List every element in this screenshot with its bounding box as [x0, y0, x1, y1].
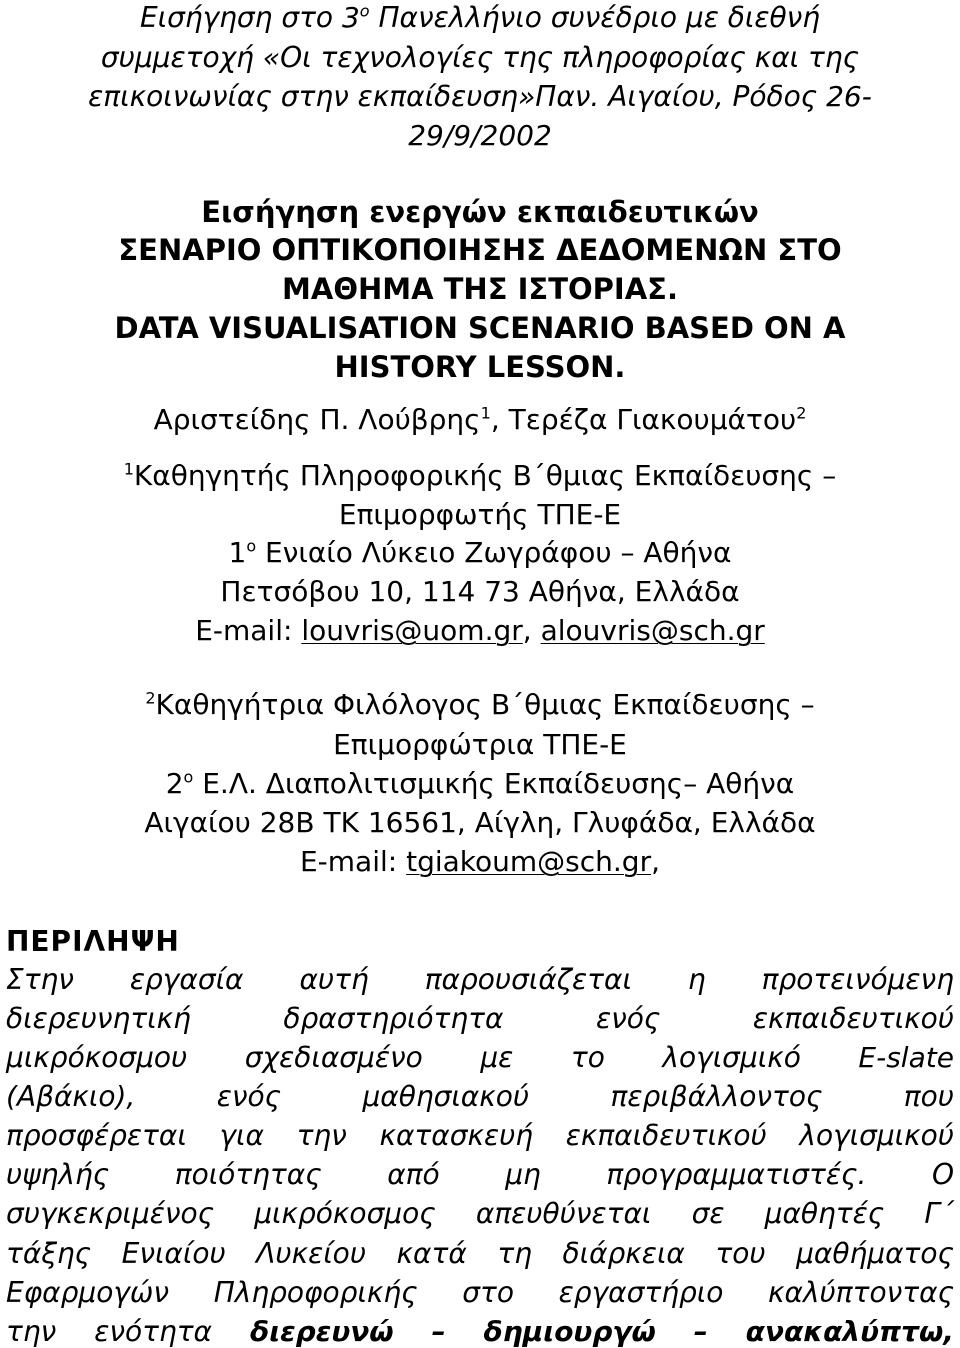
abstract-bold-word: δημιουργώ [483, 1315, 656, 1348]
abstract-word: από [387, 1158, 440, 1191]
abstract-word: τάξης [6, 1237, 92, 1270]
abstract-word: σχεδιασμένο [244, 1041, 423, 1074]
abstract-word: ποιότητας [174, 1158, 322, 1191]
ordinal-superscript: ο [359, 1, 370, 21]
abstract-word: την [6, 1315, 57, 1348]
affiliation-1-line-1 [0, 459, 960, 492]
title-line-4: DATA VISUALISATION SCENARIO BASED ON A [114, 311, 846, 345]
abstract-word: για [219, 1119, 264, 1152]
conference-note-line-1 [0, 1, 960, 34]
abstract-word: εργαστήριο [558, 1276, 724, 1309]
abstract-word: τη [497, 1237, 532, 1270]
author-affiliation-marker: 1 [480, 403, 491, 423]
abstract-word: η [687, 963, 706, 996]
abstract-word: εργασία [129, 963, 244, 996]
abstract-word: προσφέρεται [6, 1119, 187, 1152]
abstract-line [6, 1002, 954, 1035]
abstract-word: σε [691, 1197, 725, 1230]
abstract-word: E-slate [858, 1041, 954, 1074]
affiliation-text: 1 [228, 536, 247, 569]
abstract-line [6, 963, 954, 996]
abstract-bold-word: ανακαλύπτω, [745, 1315, 954, 1348]
affiliation-marker: 1 [123, 459, 134, 479]
abstract-word: ενός [596, 1002, 661, 1035]
abstract-word: Γ΄ [924, 1197, 954, 1230]
conference-note-line-4: 29/9/2002 [408, 119, 552, 152]
conference-note-line-2: συμμετοχή «Οι τεχνολογίες της πληροφορίας και της [100, 41, 860, 74]
affiliation-text: Καθηγήτρια Φιλόλογος Β΄θμιας Εκπαίδευσης – [155, 688, 815, 721]
email-separator: , [522, 614, 541, 647]
abstract-word: το [570, 1041, 605, 1074]
abstract-word: λογισμικό [662, 1041, 801, 1074]
abstract-word: περιβάλλοντος [610, 1080, 823, 1113]
abstract-line [6, 1197, 954, 1230]
conference-note-line-3: επικοινωνίας στην εκπαίδευση»Παν. Αιγαίου, Ρόδος 26- [88, 80, 872, 113]
abstract-word: Εφαρμογών [6, 1276, 169, 1309]
abstract-line [6, 1237, 954, 1270]
abstract-word: αυτή [299, 963, 369, 996]
abstract-heading: ΠΕΡΙΛΗΨΗ [6, 925, 180, 958]
abstract-word: διάρκεια [562, 1237, 685, 1270]
email-trailing-comma: , [651, 845, 660, 878]
email-label: E-mail: [299, 845, 407, 878]
affiliation-1-email-line [0, 614, 960, 647]
title-line-1: Εισήγηση ενεργών εκπαιδευτικών [201, 195, 759, 229]
title-line-2: ΣΕΝΑΡΙΟ ΟΠΤΙΚΟΠΟΙΗΣΗΣ ΔΕΔΟΜΕΝΩΝ ΣΤΟ [118, 233, 842, 267]
author-affiliation-marker: 2 [796, 403, 807, 423]
author-name: Αριστείδης Π. Λούβρης [153, 403, 481, 436]
abstract-line [6, 1041, 954, 1074]
ordinal-superscript: ο [246, 536, 257, 556]
abstract-word: με [480, 1041, 514, 1074]
abstract-word: μικρόκοσμος [254, 1197, 436, 1230]
email-link[interactable]: alouvris@sch.gr [540, 614, 765, 647]
author-name: Τερέζα Γιακουμάτου [508, 403, 797, 436]
abstract-line [6, 1276, 954, 1309]
abstract-word: παρουσιάζεται [424, 963, 632, 996]
abstract-word: Πληροφορικής [213, 1276, 418, 1309]
abstract-line [6, 1080, 954, 1113]
affiliation-marker: 2 [145, 688, 156, 708]
affiliation-2-line-3 [0, 767, 960, 800]
abstract-word: λογισμικού [799, 1119, 954, 1152]
abstract-word: μαθησιακού [362, 1080, 530, 1113]
email-label: E-mail: [195, 614, 302, 647]
affiliation-2-line-2: Επιμορφώτρια ΤΠΕ-Ε [333, 728, 627, 761]
affiliation-text: 2 [165, 767, 184, 800]
abstract-bold-word: – [693, 1315, 708, 1348]
abstract-word: Ο [931, 1158, 954, 1191]
conference-note-text: Εισήγηση στο 3 [139, 1, 360, 34]
affiliation-2-line-1 [0, 688, 960, 721]
authors-line [0, 403, 960, 436]
conference-note-text: Πανελλήνιο συνέδριο με διεθνή [369, 1, 821, 34]
abstract-word: του [715, 1237, 766, 1270]
abstract-last-line [6, 1315, 954, 1348]
abstract-word: απευθύνεται [475, 1197, 652, 1230]
abstract-word: δραστηριότητα [283, 1002, 504, 1035]
affiliation-1-line-3 [0, 536, 960, 569]
abstract-word: Λυκείου [256, 1237, 367, 1270]
abstract-line [6, 1119, 954, 1152]
email-link[interactable]: tgiakoum@sch.gr [406, 845, 652, 878]
abstract-word: κατασκευή [379, 1119, 534, 1152]
abstract-word: ενός [216, 1080, 282, 1113]
abstract-word: που [903, 1080, 954, 1113]
title-line-3: ΜΑΘΗΜΑ ΤΗΣ ΙΣΤΟΡΙΑΣ. [282, 272, 678, 306]
abstract-word: κατά [396, 1237, 467, 1270]
abstract-word: στο [462, 1276, 514, 1309]
affiliation-text: Ε.Λ. Διαπολιτισμικής Εκπαίδευσης– Αθήνα [193, 767, 795, 800]
abstract-bold-word: διερευνώ [249, 1315, 394, 1348]
abstract-word: Ενιαίου [121, 1237, 226, 1270]
author-separator: , [490, 403, 509, 436]
abstract-word: καλύπτοντας [768, 1276, 954, 1309]
abstract-word: εκπαιδευτικού [565, 1119, 767, 1152]
abstract-word: μικρόκοσμου [6, 1041, 188, 1074]
affiliation-2-line-4: Αιγαίου 28Β ΤΚ 16561, Αίγλη, Γλυφάδα, Ελλάδα [144, 806, 816, 839]
abstract-word: εκπαιδευτικού [752, 1002, 954, 1035]
abstract-word: διερευνητική [6, 1002, 191, 1035]
affiliation-text: Καθηγητής Πληροφορικής Β΄θμιας Εκπαίδευσης – [133, 459, 837, 492]
abstract-word: υψηλής [6, 1158, 110, 1191]
abstract-word: συγκεκριμένος [6, 1197, 215, 1230]
affiliation-1-line-4: Πετσόβου 10, 114 73 Αθήνα, Ελλάδα [220, 575, 740, 608]
abstract-word: μαθητές [764, 1197, 885, 1230]
abstract-word: την [296, 1119, 347, 1152]
abstract-line [6, 1158, 954, 1191]
email-link[interactable]: louvris@uom.gr [301, 614, 523, 647]
abstract-bold-word: – [431, 1315, 446, 1348]
abstract-word: μαθήματος [796, 1237, 954, 1270]
affiliation-1-line-2: Επιμορφωτής ΤΠΕ-Ε [338, 498, 622, 531]
abstract-word: ενότητα [94, 1315, 213, 1348]
abstract-word: (Αβάκιο), [6, 1080, 136, 1113]
ordinal-superscript: ο [183, 767, 194, 787]
abstract-word: Στην [6, 963, 74, 996]
abstract-word: προτεινόμενη [761, 963, 954, 996]
abstract-word: προγραμματιστές. [606, 1158, 867, 1191]
affiliation-text: Ενιαίο Λύκειο Ζωγράφου – Αθήνα [256, 536, 732, 569]
abstract-word: μη [505, 1158, 541, 1191]
title-line-5: HISTORY LESSON. [334, 350, 626, 384]
affiliation-2-email-line [0, 845, 960, 878]
